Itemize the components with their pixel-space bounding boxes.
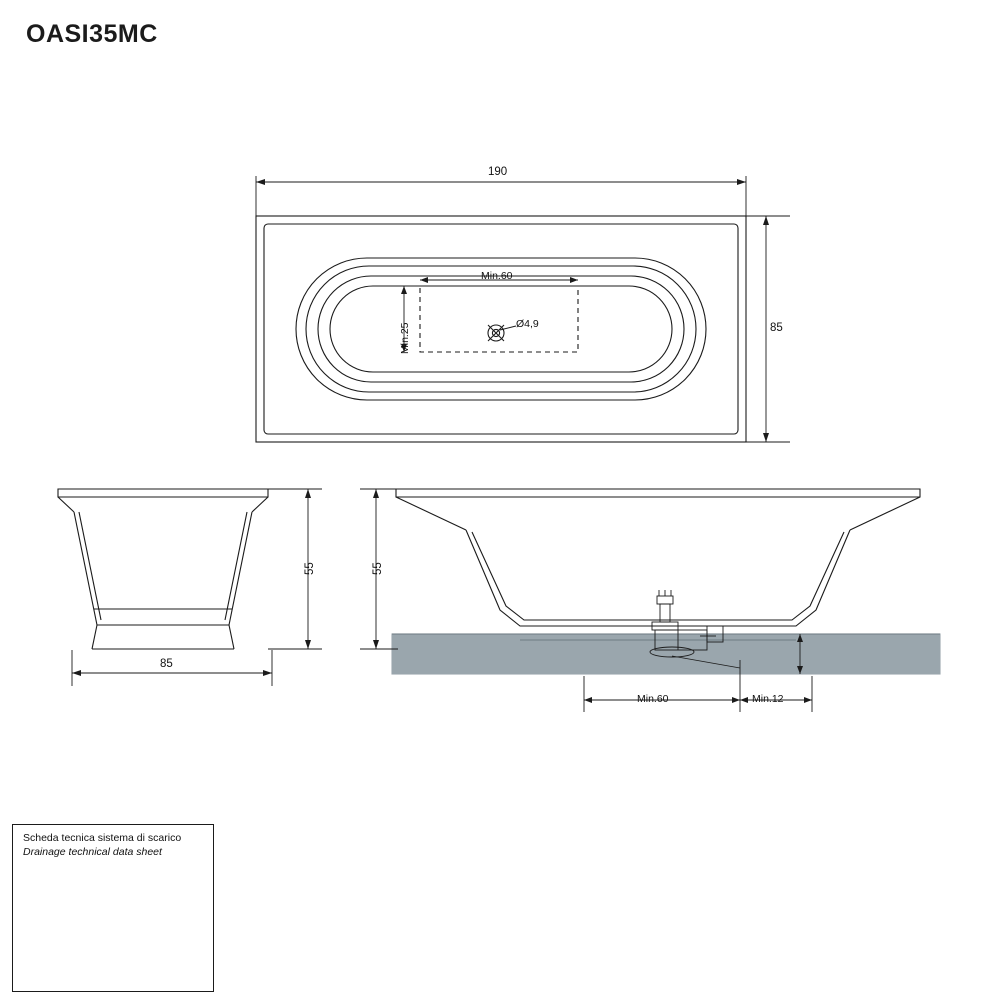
front-section-outline	[396, 489, 920, 640]
label-width-190: 190	[488, 166, 508, 178]
top-view-outline	[256, 216, 746, 442]
side-section-outline	[58, 489, 268, 649]
page-title: OASI35MC	[26, 20, 158, 48]
label-min60-front: Min.60	[637, 693, 669, 705]
dimension-85-top	[742, 216, 790, 442]
legend-box	[12, 824, 214, 992]
dimension-190	[256, 176, 746, 218]
legend-line-english: Drainage technical data sheet	[23, 846, 162, 858]
top-view-drain-zone	[420, 286, 578, 352]
label-min25-top: Min.25	[399, 322, 411, 354]
label-height-85-top: 85	[770, 322, 783, 334]
label-min12-front: Min.12	[752, 693, 784, 705]
label-min60-top: Min.60	[481, 270, 513, 282]
label-height-55-front: 55	[372, 562, 384, 575]
drain-symbol	[488, 325, 504, 341]
label-height-55-side: 55	[304, 562, 316, 575]
label-drain-diameter: Ø4,9	[516, 318, 539, 330]
label-width-85-side: 85	[160, 658, 173, 670]
legend-line-italian: Scheda tecnica sistema di scarico	[23, 832, 182, 844]
